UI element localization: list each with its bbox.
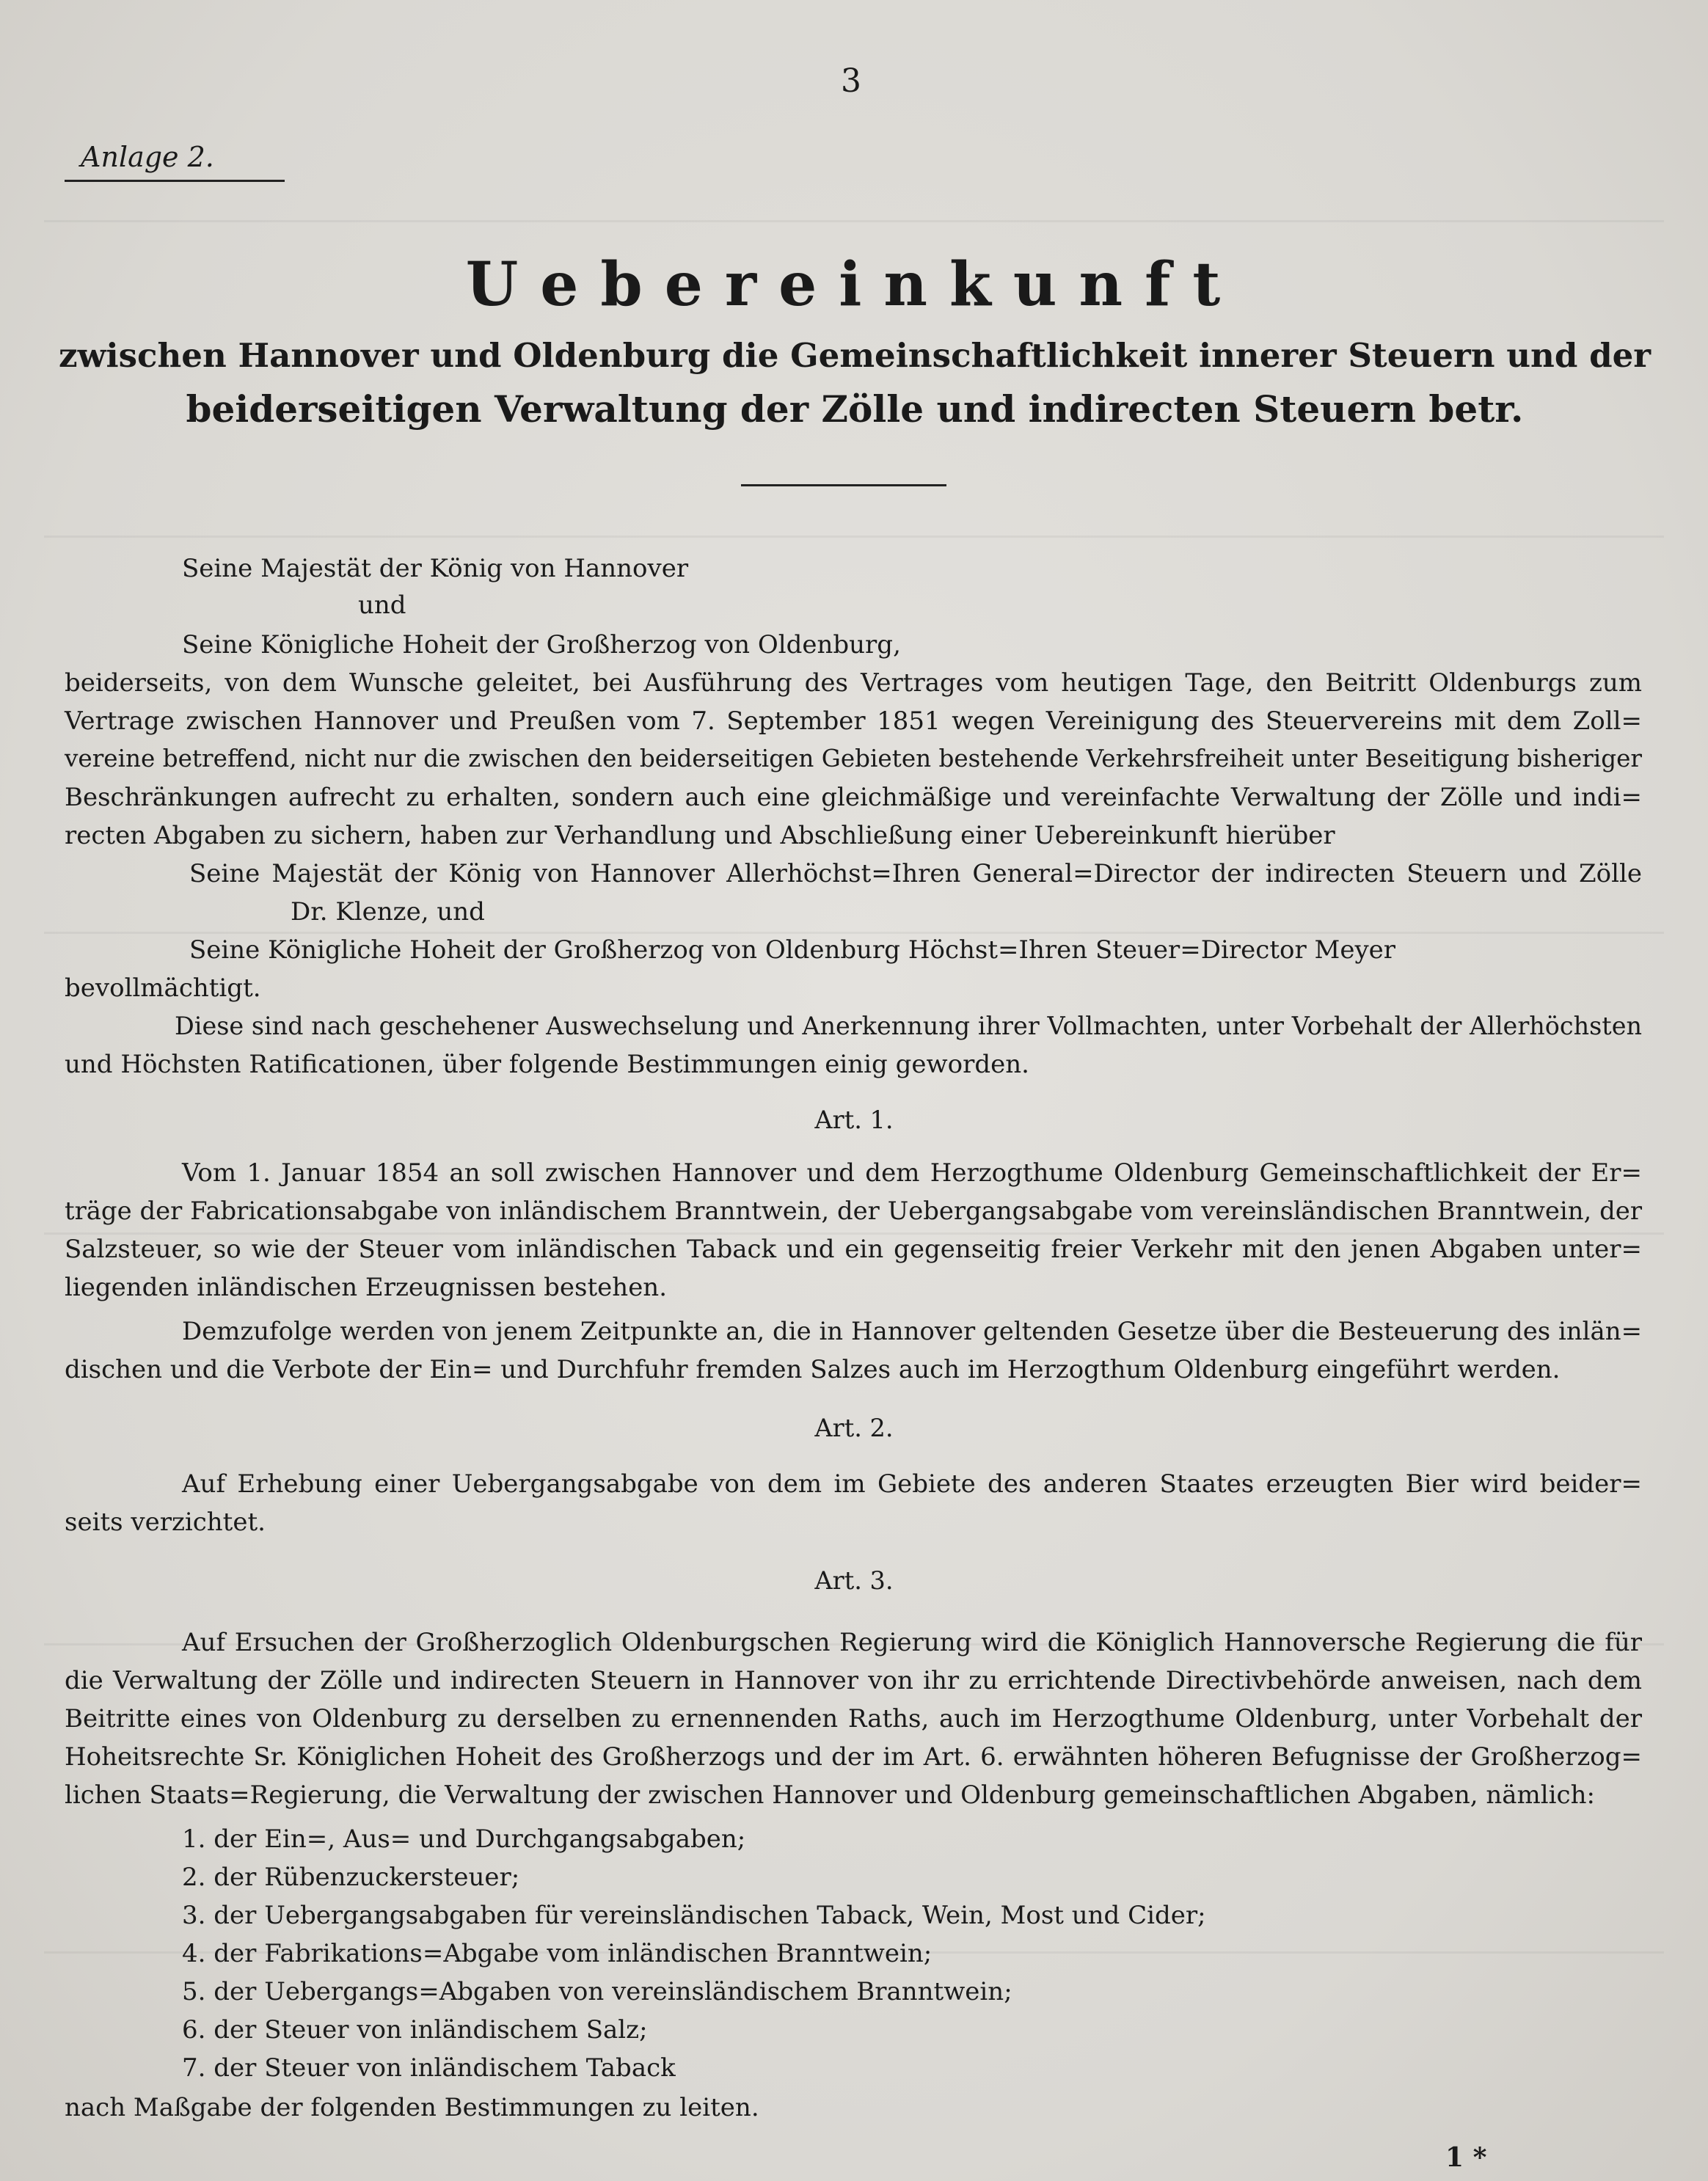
- preamble-line: recten Abgaben zu sichern, haben zur Verhandlung und Abschließung einer Uebereinkunft hierüber: [65, 821, 1335, 850]
- bleed-through-line: [44, 932, 1664, 934]
- list-item: 1. der Ein=, Aus= und Durchgangsabgaben;: [182, 1824, 746, 1854]
- article-3-line: Hoheitsrechte Sr. Königlichen Hoheit des Großherzogs und der im Art. 6. erwähnten höheren Befugnisse der Großherzog=: [65, 1742, 1642, 1772]
- preamble-line: beiderseits, von dem Wunsche geleitet, bei Ausführung des Vertrages vom heutigen Tage, den Beitritt Oldenburgs zum: [65, 668, 1642, 698]
- signature-mark: 1 *: [1445, 2142, 1487, 2173]
- preamble-line: Dr. Klenze, und: [291, 897, 485, 927]
- article-heading: Art. 3.: [814, 1566, 894, 1595]
- preamble-line: Seine Majestät der König von Hannover: [182, 554, 689, 583]
- article-3-line: Auf Ersuchen der Großherzoglich Oldenburgschen Regierung wird die Königlich Hannoversche Regierung die für: [182, 1628, 1642, 1657]
- document-title: Uebereinkunft: [465, 249, 1243, 320]
- preamble-line: Seine Majestät der König von Hannover Allerhöchst=Ihren General=Director der indirecten Steuern und Zölle: [189, 859, 1642, 888]
- article-3-line: Beitritte eines von Oldenburg zu derselben zu ernennenden Raths, auch im Herzogthume Oldenburg, unter Vorbehalt der: [65, 1704, 1642, 1734]
- preamble-line: Seine Königliche Hoheit der Großherzog von Oldenburg,: [182, 630, 901, 660]
- page-number: 3: [841, 62, 861, 100]
- article-3-line: die Verwaltung der Zölle und indirecten Steuern in Hannover von ihr zu errichtende Directivbehörde anweisen, nach dem: [65, 1666, 1642, 1695]
- list-item: 3. der Uebergangsabgaben für vereinsländischen Taback, Wein, Most und Cider;: [182, 1901, 1206, 1930]
- preamble-line: bevollmächtigt.: [65, 973, 261, 1003]
- article-1-line: Salzsteuer, so wie der Steuer vom inländischen Taback und ein gegenseitig freier Verkehr mit den jenen Abgaben unter=: [65, 1235, 1642, 1264]
- article-1-line: Vom 1. Januar 1854 an soll zwischen Hannover und dem Herzogthume Oldenburg Gemeinschaftlichkeit der Er=: [182, 1158, 1642, 1188]
- article-1-line: dischen und die Verbote der Ein= und Durchfuhr fremden Salzes auch im Herzogthum Oldenburg eingeführt werden.: [65, 1355, 1561, 1384]
- annex-label: Anlage 2.: [81, 141, 214, 173]
- bleed-through-line: [44, 536, 1664, 538]
- article-2-line: seits verzichtet.: [65, 1508, 266, 1537]
- annex-underline: [65, 180, 285, 182]
- preamble-line: vereine betreffend, nicht nur die zwischen den beiderseitigen Gebieten bestehende Verkehrsfreiheit unter Beseitigung bisheriger: [65, 745, 1642, 772]
- title-divider: [741, 484, 946, 486]
- preamble-line: und Höchsten Ratificationen, über folgende Bestimmungen einig geworden.: [65, 1050, 1029, 1079]
- document-subtitle-line-1: zwischen Hannover und Oldenburg die Gemeinschaftlichkeit innerer Steuern und der: [59, 336, 1652, 375]
- article-1-line: träge der Fabricationsabgabe von inländischem Branntwein, der Uebergangsabgabe vom vereinsländischen Branntwein, der: [65, 1197, 1642, 1225]
- article-3-closing-line: nach Maßgabe der folgenden Bestimmungen zu leiten.: [65, 2093, 759, 2122]
- document-subtitle-line-2: beiderseitigen Verwaltung der Zölle und indirecten Steuern betr.: [186, 387, 1524, 431]
- list-item: 6. der Steuer von inländischem Salz;: [182, 2015, 648, 2045]
- article-heading: Art. 1.: [814, 1106, 894, 1134]
- list-item: 4. der Fabrikations=Abgabe vom inländischen Branntwein;: [182, 1939, 933, 1968]
- preamble-line: Seine Königliche Hoheit der Großherzog von Oldenburg Höchst=Ihren Steuer=Director Meyer: [189, 935, 1396, 965]
- article-3-line: lichen Staats=Regierung, die Verwaltung der zwischen Hannover und Oldenburg gemeinschaftlichen Abgaben, nämlich:: [65, 1780, 1595, 1810]
- article-heading: Art. 2.: [814, 1414, 894, 1442]
- article-1-line: Demzufolge werden von jenem Zeitpunkte an, die in Hannover geltenden Gesetze über die Besteuerung des inlän=: [182, 1317, 1642, 1345]
- preamble-line: Diese sind nach geschehener Auswechselung und Anerkennung ihrer Vollmachten, unter Vorbehalt der Allerhöchsten: [175, 1012, 1642, 1040]
- preamble-line: und: [358, 591, 406, 620]
- article-1-line: liegenden inländischen Erzeugnissen bestehen.: [65, 1273, 668, 1302]
- list-item: 7. der Steuer von inländischem Taback: [182, 2053, 676, 2083]
- bleed-through-line: [44, 220, 1664, 222]
- list-item: 5. der Uebergangs=Abgaben von vereinsländischem Branntwein;: [182, 1977, 1012, 2006]
- list-item: 2. der Rübenzuckersteuer;: [182, 1863, 520, 1892]
- preamble-line: Beschränkungen aufrecht zu erhalten, sondern auch eine gleichmäßige und vereinfachte Verwaltung der Zölle und indi=: [65, 783, 1642, 812]
- preamble-line: Vertrage zwischen Hannover und Preußen vom 7. September 1851 wegen Vereinigung des Steuervereins mit dem Zoll=: [65, 706, 1642, 736]
- article-2-line: Auf Erhebung einer Uebergangsabgabe von dem im Gebiete des anderen Staates erzeugten Bier wird beider=: [182, 1469, 1642, 1499]
